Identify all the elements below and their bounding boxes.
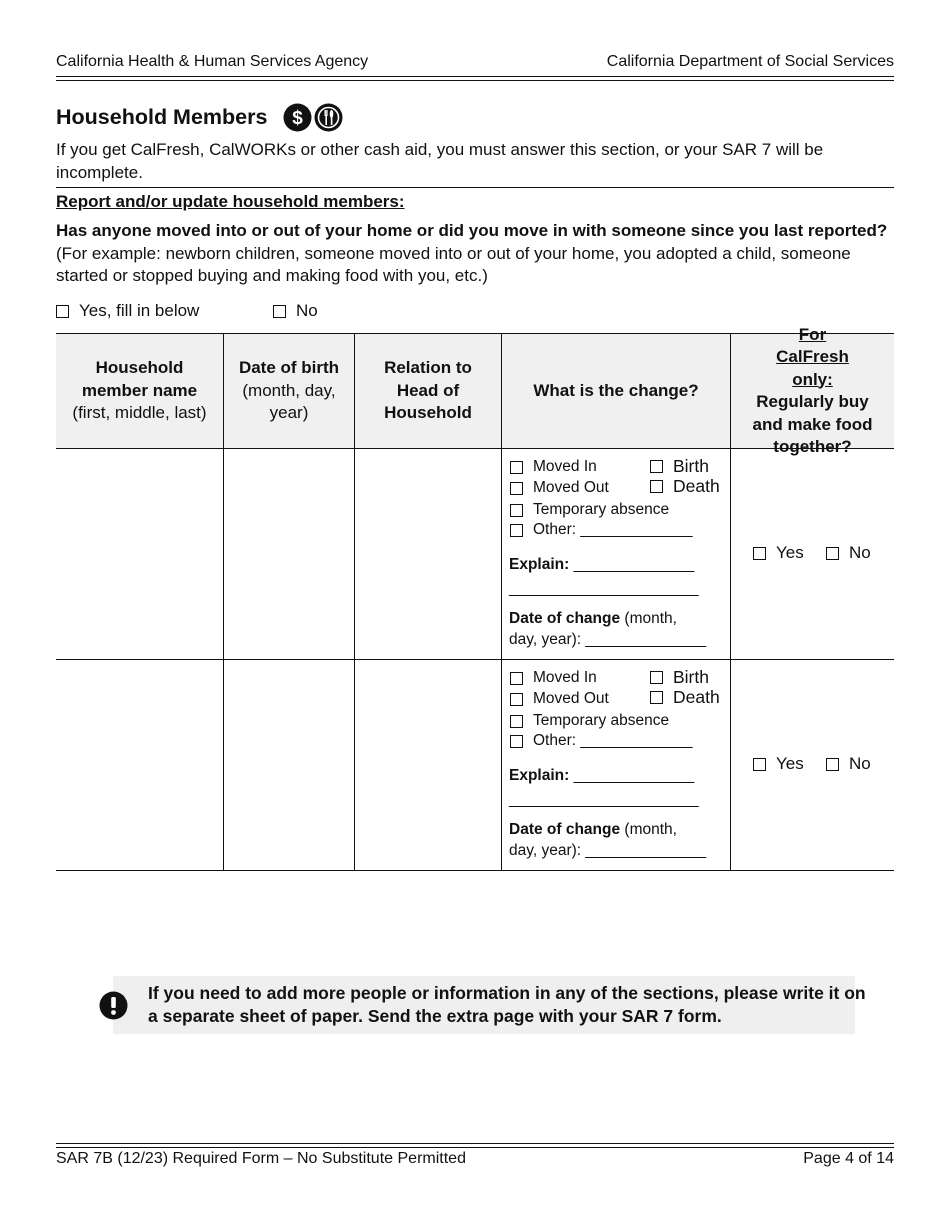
header-relation	[354, 334, 501, 448]
divider	[56, 187, 894, 188]
header-dob-rest: (month, day, year)	[242, 380, 336, 423]
date-of-birth-cell[interactable]	[223, 660, 354, 870]
change-cell	[501, 449, 730, 659]
temporary-absence-label: Temporary absence	[533, 712, 670, 729]
death-checkbox[interactable]	[650, 480, 663, 493]
household-question	[56, 220, 901, 288]
other-checkbox[interactable]	[510, 735, 523, 748]
calfresh-no[interactable]	[826, 754, 871, 774]
form-id: SAR 7B (12/23) Required Form – No Substitute Permitted	[56, 1150, 466, 1167]
date-of-change-format: (month,	[620, 610, 677, 627]
calfresh-yes-checkbox[interactable]	[753, 547, 766, 560]
other-label: Other: _____________	[533, 732, 693, 749]
temporary-absence-label: Temporary absence	[533, 501, 670, 518]
explain-label: Explain:	[509, 556, 570, 573]
header-calfresh-title: For CalFresh only:	[776, 324, 849, 389]
calfresh-yes-label: Yes	[776, 543, 804, 562]
change-options	[510, 457, 730, 657]
footer-rule	[56, 1143, 894, 1148]
death-label: Death	[673, 687, 720, 707]
calfresh-no-label: No	[849, 754, 871, 773]
section-intro: If you get CalFresh, CalWORKs or other cash aid, you must answer this section, or your SAR 7 will be incomplete.	[56, 140, 824, 182]
svg-text:$: $	[292, 107, 304, 129]
date-of-change-format: (month,	[620, 821, 677, 838]
moved-out-label: Moved Out	[533, 690, 609, 707]
moved-in-checkbox[interactable]	[510, 461, 523, 474]
birth-option[interactable]	[650, 667, 709, 688]
birth-checkbox[interactable]	[650, 460, 663, 473]
explain-line-2[interactable]: ______________________	[509, 791, 699, 808]
calfresh-yes-label: Yes	[776, 754, 804, 773]
question-bold: Has anyone moved into or out of your home or did you move in with someone since you last reported?	[56, 221, 888, 240]
explain-blank: ______________	[569, 556, 695, 573]
yes-checkbox[interactable]	[56, 305, 69, 318]
date-of-change-line	[509, 820, 677, 841]
temporary-absence-option[interactable]	[510, 711, 669, 732]
department-name: California Department of Social Services	[606, 53, 894, 70]
moved-out-label: Moved Out	[533, 479, 609, 496]
date-of-change-label: Date of change	[509, 821, 621, 838]
subheading-text: Report and/or update household members:	[56, 192, 405, 211]
dollar-sign-icon	[283, 103, 312, 132]
moved-out-option[interactable]	[510, 689, 609, 710]
birth-label: Birth	[673, 456, 709, 476]
date-of-birth-cell[interactable]	[223, 449, 354, 659]
moved-out-option[interactable]	[510, 478, 609, 499]
header-calfresh-rest: Regularly buy and make food together?	[752, 392, 873, 456]
relation-cell[interactable]	[354, 449, 501, 659]
moved-in-option[interactable]	[510, 457, 597, 478]
calfresh-yes[interactable]	[753, 543, 804, 563]
program-icons	[283, 103, 345, 132]
moved-in-label: Moved In	[533, 458, 597, 475]
agency-name: California Health & Human Services Agency	[56, 53, 369, 70]
date-of-change-blank[interactable]: day, year): ______________	[509, 842, 707, 859]
member-name-cell[interactable]	[56, 449, 223, 659]
other-option[interactable]	[510, 520, 692, 541]
header-change	[501, 334, 730, 448]
subheading	[56, 191, 894, 214]
page-number: Page 4 of 14	[803, 1150, 894, 1167]
page-header	[56, 53, 894, 75]
date-of-change-label: Date of change	[509, 610, 621, 627]
change-cell	[501, 660, 730, 870]
no-label: No	[296, 301, 318, 320]
relation-cell[interactable]	[354, 660, 501, 870]
death-label: Death	[673, 476, 720, 496]
explain-label: Explain:	[509, 767, 570, 784]
yes-label: Yes, fill in below	[79, 301, 200, 320]
answer-no[interactable]	[273, 301, 318, 321]
moved-in-label: Moved In	[533, 669, 597, 686]
calfresh-no-checkbox[interactable]	[826, 547, 839, 560]
moved-out-checkbox[interactable]	[510, 693, 523, 706]
temporary-absence-checkbox[interactable]	[510, 504, 523, 517]
date-of-change-line	[509, 609, 677, 630]
temporary-absence-checkbox[interactable]	[510, 715, 523, 728]
calfresh-cell	[730, 449, 894, 659]
other-checkbox[interactable]	[510, 524, 523, 537]
calfresh-yes[interactable]	[753, 754, 804, 774]
header-rule	[56, 76, 894, 81]
no-checkbox[interactable]	[273, 305, 286, 318]
question-examples: (For example: newborn children, someone moved into or out of your home, you adopted a child, someone started or stopped buying and making food with you, etc.)	[56, 243, 851, 285]
calfresh-cell	[730, 660, 894, 870]
member-name-cell[interactable]	[56, 660, 223, 870]
explain-line[interactable]	[509, 766, 694, 787]
section-title: Household Members	[56, 104, 268, 129]
header-change-text: What is the change?	[533, 380, 699, 400]
explain-line-2[interactable]: ______________________	[509, 580, 699, 597]
section-title-row	[56, 102, 345, 132]
death-option[interactable]	[650, 476, 720, 497]
notice-text: If you need to add more people or information in any of the sections, please write it on a separate sheet of paper. Send the extra page with your SAR 7 form.	[148, 983, 866, 1026]
other-option[interactable]	[510, 731, 692, 752]
birth-checkbox[interactable]	[650, 671, 663, 684]
header-relation-text: Relation to Head of Household	[384, 358, 472, 423]
temporary-absence-option[interactable]	[510, 500, 669, 521]
birth-label: Birth	[673, 667, 709, 687]
table-bottom-border	[56, 870, 894, 871]
moved-in-option[interactable]	[510, 668, 597, 689]
calfresh-no-label: No	[849, 543, 871, 562]
other-label: Other: _____________	[533, 521, 693, 538]
calfresh-no-checkbox[interactable]	[826, 758, 839, 771]
moved-in-checkbox[interactable]	[510, 672, 523, 685]
calfresh-no[interactable]	[826, 543, 871, 563]
header-name-bold: Household member name	[81, 358, 198, 400]
header-member-name	[56, 334, 223, 448]
exclamation-icon	[99, 991, 128, 1020]
calfresh-yes-checkbox[interactable]	[753, 758, 766, 771]
header-name-rest: (first, middle, last)	[72, 403, 207, 423]
change-options	[510, 668, 730, 868]
header-date-of-birth	[223, 334, 354, 448]
birth-option[interactable]	[650, 456, 709, 477]
death-option[interactable]	[650, 687, 720, 708]
answer-yes[interactable]	[56, 301, 199, 321]
moved-out-checkbox[interactable]	[510, 482, 523, 495]
explain-line[interactable]	[509, 555, 694, 576]
header-calfresh	[730, 324, 894, 456]
date-of-change-blank[interactable]: day, year): ______________	[509, 631, 707, 648]
fork-knife-icon	[314, 103, 343, 132]
header-dob-bold: Date of birth	[238, 358, 340, 378]
death-checkbox[interactable]	[650, 691, 663, 704]
explain-blank: ______________	[569, 767, 695, 784]
